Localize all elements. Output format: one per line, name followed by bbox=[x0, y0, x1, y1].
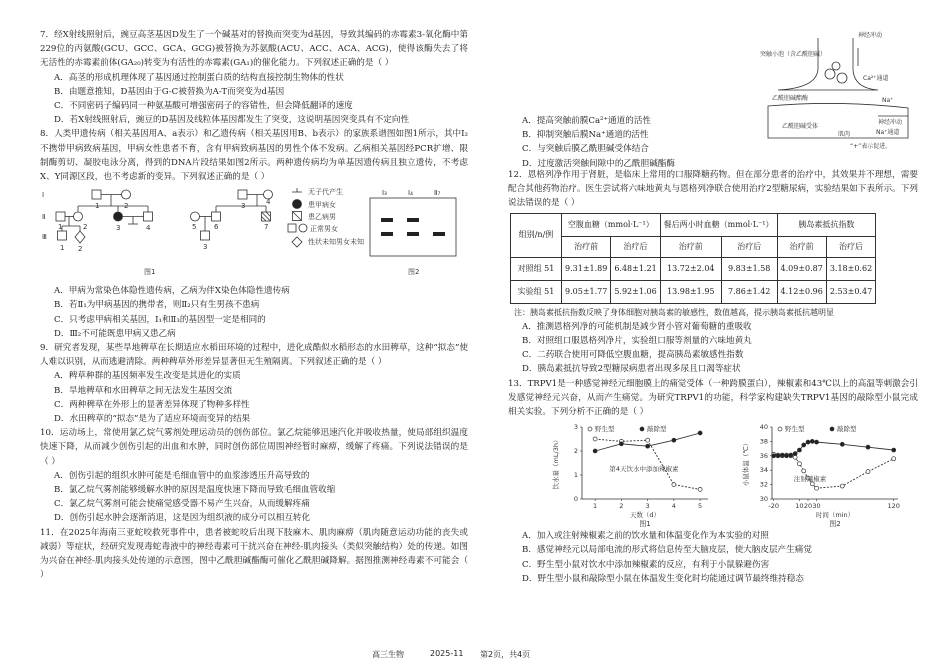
num-I3: 3 bbox=[241, 202, 246, 211]
q9-option-d: D．水田稗草的“拟态”是为了适应环境而变异的结果 bbox=[54, 414, 251, 425]
legend-label: 野生型 bbox=[785, 425, 805, 434]
x-tick-label: 20 bbox=[803, 502, 813, 511]
label-receptor: 乙酰胆碱受体 bbox=[782, 123, 819, 130]
x-tick-label: 3 bbox=[645, 502, 650, 511]
y-tick-label: 2 bbox=[573, 447, 578, 456]
data-point-野生型 bbox=[892, 457, 896, 461]
table-sub-header: 治疗前 bbox=[562, 236, 611, 257]
q10-option-b: B．氯乙烷气雾剂能够缓解水肿的原因是温度快速下降而导致毛细血管收缩 bbox=[54, 485, 336, 496]
chart2-annotation: 注射辣椒素 bbox=[793, 475, 827, 484]
y-tick-label: 38 bbox=[759, 437, 768, 446]
table-cell: 13.98±1.95 bbox=[660, 280, 721, 303]
label-vesicle: 突触小泡（含乙酰胆碱） bbox=[760, 51, 827, 58]
chart-fig1 bbox=[548, 419, 718, 529]
q8-option-d: D．Ⅲ₂不可能既患甲病又患乙病 bbox=[54, 328, 176, 339]
y-tick-label: 3 bbox=[573, 423, 578, 432]
y-tick-label: 0 bbox=[573, 495, 578, 504]
legend-marker bbox=[588, 427, 592, 431]
data-point-敲除型 bbox=[780, 453, 784, 457]
q7-stem: 7．经X射线照射后，豌豆高茎基因D发生了一个碱基对的替换而突变为d基因，导致其编码的赤霉素3-氧化酶中第229位的丙氨酸(GCU、GCC、GCA、GCG)被替换为苏氨酸(ACU、ACC、ACA、ACG)，使得该酶失去了将无活性的赤霉素前体(GA₂₀)转变为有活性的赤霉素(GA₁)的催化能力。下列叙述正确的是（ ） bbox=[40, 30, 468, 69]
q11-synapse-diagram bbox=[758, 28, 918, 178]
table-cell: 实验组 51 bbox=[511, 280, 562, 303]
table-col-header: 餐后两小时血糖（mmol·L⁻¹） bbox=[660, 213, 777, 236]
q13-option-b: B．感觉神经元以局部电流的形式将信息传至大脑皮层，使大脑皮层产生痛觉 bbox=[522, 545, 812, 556]
q9-option-b: B．旱地稗草和水田稗草之间无法发生基因交流 bbox=[54, 385, 233, 396]
data-point-敲除型 bbox=[789, 453, 793, 457]
ped-II6 bbox=[212, 212, 221, 221]
table-sub-header: 治疗后 bbox=[611, 236, 660, 257]
num-III2: 2 bbox=[78, 245, 83, 254]
q9-option-a: A．稗草种群的基因频率发生改变是其进化的实质 bbox=[54, 371, 241, 382]
q11-block bbox=[508, 28, 918, 178]
fig2-caption: 图2 bbox=[408, 268, 420, 277]
data-point-敲除型 bbox=[698, 431, 702, 435]
legend-label: 敲除型 bbox=[647, 425, 667, 434]
data-point-野生型 bbox=[802, 469, 806, 473]
legend-yi-male: 患乙病男 bbox=[308, 213, 336, 222]
ped-III2 bbox=[75, 231, 85, 243]
y-tick-label: 36 bbox=[759, 452, 768, 461]
vesicle bbox=[825, 69, 835, 79]
gel-lane-I3: Ⅰ₃ bbox=[382, 189, 387, 198]
label-muscle: 肌肉 bbox=[838, 131, 851, 138]
table-cell: 6.48±1.21 bbox=[611, 257, 660, 280]
x-tick-label: 5 bbox=[698, 502, 703, 511]
label-ca-channel: Ca²⁺通道 bbox=[863, 75, 889, 82]
data-point-野生型 bbox=[815, 486, 819, 490]
gel-band bbox=[381, 232, 393, 236]
gel-lane-I4: Ⅰ₄ bbox=[408, 189, 413, 198]
table-sub-header: 治疗前 bbox=[777, 236, 826, 257]
q7-option-d: D．若X射线照射后，豌豆的D基因及线粒体基因都发生了突变，这说明基因突变具有不定向性 bbox=[54, 115, 410, 126]
num-II1: 1 bbox=[58, 223, 63, 232]
table-col-header: 空腹血糖（mmol·L⁻¹） bbox=[562, 213, 661, 236]
gel-band bbox=[433, 232, 445, 236]
data-point-敲除型 bbox=[840, 443, 844, 447]
q9-stem: 9．研究者发现，某些旱地稗草在长期适应水稻田环境的过程中，进化成酷似水稻形态的水田稗草，这种“拟态”使人难以识别，从而逃避清除。两种稗草外形差异显著但无生殖隔离。下列叙述正确的是（ ） bbox=[40, 343, 468, 368]
q11-option-b: B．抑制突触后膜Na⁺通道的活性 bbox=[522, 130, 649, 141]
y-tick-label: 40 bbox=[759, 423, 768, 432]
gel-band bbox=[381, 218, 393, 222]
y-tick-label: 32 bbox=[759, 480, 768, 489]
legend-marker bbox=[830, 427, 834, 431]
table-cell: 9.31±1.89 bbox=[562, 257, 611, 280]
table-cell: 4.09±0.87 bbox=[777, 257, 826, 280]
label-nerve-impulse-right: 神经冲动 bbox=[878, 119, 903, 126]
data-point-敲除型 bbox=[793, 452, 797, 456]
table-group-header: 组别/n/例 bbox=[511, 213, 562, 257]
q10-option-a: A．创伤引起的组织水肿可能是毛细血管中的血浆渗透压升高导致的 bbox=[54, 470, 310, 481]
gen-label-II: Ⅱ bbox=[42, 213, 46, 222]
table-cell: 4.12±0.96 bbox=[777, 280, 826, 303]
legend-marker bbox=[640, 427, 644, 431]
table-cell: 对照组 51 bbox=[511, 257, 562, 280]
q12-note: 注：胰岛素抵抗指数反映了身体细胞对胰岛素的敏感性，数值越高，提示胰岛素抵抗越明显 bbox=[514, 307, 834, 317]
presynaptic-terminal bbox=[778, 38, 878, 90]
data-point-野生型 bbox=[840, 484, 844, 488]
num-II3: 3 bbox=[116, 224, 121, 233]
table-cell: 5.92±1.06 bbox=[611, 280, 660, 303]
data-point-野生型 bbox=[698, 488, 702, 492]
chart-title: 图1 bbox=[639, 520, 651, 529]
legend-unknown: 性状未知男女未知 bbox=[308, 238, 364, 247]
num-II2: 2 bbox=[83, 223, 88, 232]
q12-option-d: D．胰岛素抵抗导致2型糖尿病患者出现多尿且口渴等症状 bbox=[522, 364, 741, 375]
footer-page: 第2页，共4页 bbox=[480, 650, 531, 659]
left-column bbox=[40, 28, 468, 583]
y-axis-label: 小鼠体温（℃） bbox=[742, 440, 750, 487]
legend-label: 野生型 bbox=[595, 425, 615, 434]
ped-I1 bbox=[92, 190, 101, 199]
q8-figures bbox=[40, 184, 468, 284]
data-point-敲除型 bbox=[810, 440, 814, 444]
x-axis-label: 天数（d） bbox=[629, 511, 661, 520]
chart-fig2 bbox=[738, 419, 908, 529]
ped-II4 bbox=[144, 212, 153, 221]
q10-stem: 10．运动场上，常使用氯乙烷气雾剂处理运动员的创伤部位。氯乙烷能够迅速汽化并吸收热量，使局部组织温度快速下降，从而减少创伤引起的出血和水肿，同时创伤部位周围神经暂时麻痹，缓解了疼痛。下列说法错误的是（ ） bbox=[40, 428, 468, 467]
q12-table bbox=[510, 213, 876, 304]
legend-normal: 正常男女 bbox=[310, 225, 338, 234]
chart1-annotation: 第4天饮水中添加辣椒素 bbox=[609, 465, 679, 474]
x-tick-label: 1 bbox=[593, 502, 598, 511]
table-sub-header: 治疗前 bbox=[660, 236, 721, 257]
table-cell: 9.83±1.58 bbox=[721, 257, 777, 280]
footer-subject: 高三生物 bbox=[372, 650, 404, 659]
legend-jia-female: 患甲病女 bbox=[308, 201, 336, 210]
ped-III1 bbox=[58, 231, 67, 240]
q9-option-c: C．两种稗草在外形上的显著差异体现了物种多样性 bbox=[54, 399, 250, 410]
data-point-敲除型 bbox=[785, 454, 789, 458]
q13-option-a: A．加入或注射辣椒素之前的饮水量和体温变化作为本实验的对照 bbox=[522, 531, 769, 542]
table-col-header: 胰岛素抵抗指数 bbox=[777, 213, 876, 236]
q7-option-c: C．不同密码子编码同一种氨基酸可增强密码子的容错性，但会降低翻译的速度 bbox=[54, 101, 353, 112]
num-II5: 5 bbox=[192, 223, 197, 232]
series-line-野生型 bbox=[774, 455, 894, 489]
q11-stem: 11．在2025年海南三亚蛇咬救死事件中，患者被蛇咬后出现下肢麻木、肌肉麻痹（肌肉随意运动功能的丧失或减弱）等症状，经研究发现毒蛇毒液中的神经毒素可干扰兴奋在神经-肌肉接头（类似突触结构）处的传递。如图为兴奋在神经-肌肉接头处传递的示意图，图中乙酰胆碱酯酶可催化乙酰胆碱降解。据图推测神经毒素不可能会（ ） bbox=[40, 527, 468, 581]
q8-option-c: C．只考虑甲病相关基因，Ⅰ₁和Ⅱ₃的基因型一定是相同的 bbox=[54, 314, 266, 325]
fig1-caption: 图1 bbox=[144, 268, 156, 277]
data-point-野生型 bbox=[646, 438, 650, 442]
q8-stem: 8．人类甲遗传病（相关基因用A、a表示）和乙遗传病（相关基因用B、b表示）的家族系谱图如图1所示，其中Ⅰ₂不携带甲病致病基因，甲病女性患者不育，含有甲病致病基因的男性个体不发病。乙病相关基因经PCR扩增、限制酶剪切、凝胶电泳分离，得到的DNA片段结果如图2所示。两种遗传病均为单基因遗传病且独立遗传，不考虑X、Y同源区段，也不考虑新的变异。下列叙述正确的是（ ） bbox=[40, 129, 468, 183]
ped-II1 bbox=[56, 212, 65, 221]
q12-stem: 12．恩格列净作用于肾脏，是临床上常用的口服降糖药物。但在部分患者的治疗中，其效果并不理想，需要配合其他药物治疗。医生尝试将六味地黄丸与恩格列净联合使用治疗2型糖尿病，实验结果如下表所示。下列说法错误的是（ ） bbox=[508, 170, 918, 209]
label-ache: 乙酰胆碱酯酶 bbox=[772, 95, 809, 102]
q12-option-c: C．二药联合使用可降低空腹血糖，提高胰岛素敏感性指数 bbox=[522, 350, 744, 361]
label-na-channel: Na⁺通道 bbox=[876, 129, 900, 136]
data-point-敲除型 bbox=[815, 440, 819, 444]
ped-II5 bbox=[191, 212, 200, 221]
x-tick-label: 30 bbox=[812, 502, 821, 511]
data-point-敲除型 bbox=[802, 443, 806, 447]
q7-option-a: A．高茎的形成机理体现了基因通过控制蛋白质的结构直接控制生物体的性状 bbox=[54, 72, 344, 83]
x-tick-label: 4 bbox=[671, 502, 676, 511]
x-tick-label: 2 bbox=[619, 502, 624, 511]
x-axis-label: 时间（min） bbox=[815, 511, 855, 520]
legend-marker bbox=[778, 427, 782, 431]
y-tick-label: 34 bbox=[759, 466, 768, 475]
data-point-敲除型 bbox=[593, 449, 597, 453]
q8-option-a: A．甲病为常染色体隐性遗传病，乙病为伴X染色体隐性遗传病 bbox=[54, 286, 290, 297]
q13-option-d: D．野生型小鼠和敲除型小鼠在体温发生变化时均能通过调节最终维持稳态 bbox=[522, 573, 804, 584]
table-sub-header: 治疗后 bbox=[826, 236, 875, 257]
num-III1: 1 bbox=[60, 244, 65, 253]
ped-III3 bbox=[201, 231, 210, 240]
num-II4: 4 bbox=[146, 224, 151, 233]
table-cell: 7.86±1.42 bbox=[721, 280, 777, 303]
label-nerve-impulse-top: 神经冲动 bbox=[858, 32, 883, 39]
num-II7: 7 bbox=[264, 223, 269, 232]
y-axis-label: 饮水量（mL/3h） bbox=[552, 436, 560, 490]
x-tick-label: 10 bbox=[795, 502, 804, 511]
table-cell: 9.05±1.77 bbox=[562, 280, 611, 303]
x-tick-label: 120 bbox=[887, 502, 900, 511]
table-cell: 3.18±0.62 bbox=[826, 257, 875, 280]
legend-label: 敲除型 bbox=[837, 425, 857, 434]
q13-option-c: C．野生型小鼠对饮水中添加辣椒素的反应，有利于小鼠躲避伤害 bbox=[522, 559, 770, 570]
num-II6: 6 bbox=[214, 223, 219, 232]
num-I1: 1 bbox=[95, 202, 100, 211]
data-point-野生型 bbox=[866, 470, 870, 474]
q12-option-b: B．对照组口服恩格列净片，实验组口服等剂量的六味地黄丸 bbox=[522, 336, 752, 347]
data-point-野生型 bbox=[593, 437, 597, 441]
data-point-敲除型 bbox=[776, 454, 780, 458]
data-point-敲除型 bbox=[672, 438, 676, 442]
ped-II2 bbox=[74, 212, 83, 221]
data-point-敲除型 bbox=[892, 448, 896, 452]
num-I2: 2 bbox=[124, 202, 129, 211]
table-row bbox=[511, 257, 876, 280]
data-point-敲除型 bbox=[646, 444, 650, 448]
q11-options bbox=[508, 28, 758, 178]
right-column bbox=[508, 28, 918, 586]
label-promote: “+”表示促进。 bbox=[850, 143, 892, 150]
label-na: Na⁺ bbox=[882, 97, 894, 104]
vesicle bbox=[832, 62, 840, 70]
q11-option-c: C．与突触后膜乙酰胆碱受体结合 bbox=[522, 144, 649, 155]
q11-option-a: A．提高突触前膜Ca²⁺通道的活性 bbox=[522, 116, 652, 126]
data-point-敲除型 bbox=[806, 440, 810, 444]
gel-box bbox=[370, 198, 456, 256]
table-cell: 13.72±2.04 bbox=[660, 257, 721, 280]
gen-label-III: Ⅲ bbox=[42, 233, 47, 242]
gel-band bbox=[407, 232, 419, 236]
table-sub-header: 治疗后 bbox=[721, 236, 777, 257]
data-point-敲除型 bbox=[866, 445, 870, 449]
data-point-野生型 bbox=[797, 462, 801, 466]
data-point-敲除型 bbox=[772, 454, 776, 458]
q7-option-b: B．由题意推知，D基因由于G-C被替换为A-T而突变为d基因 bbox=[54, 86, 285, 97]
num-I4: 4 bbox=[266, 198, 271, 207]
ped-I2 bbox=[122, 190, 131, 199]
chart-title: 图2 bbox=[829, 520, 841, 529]
footer-date: 2025-11 bbox=[430, 649, 464, 658]
gel-band bbox=[407, 218, 419, 222]
ped-I3 bbox=[238, 190, 247, 199]
ped-II3 bbox=[114, 212, 123, 221]
table-row bbox=[511, 280, 876, 303]
num-III3: 3 bbox=[203, 243, 208, 252]
y-tick-label: 1 bbox=[573, 471, 578, 480]
data-point-野生型 bbox=[672, 483, 676, 487]
data-point-敲除型 bbox=[619, 442, 623, 446]
gel-lane-II7: Ⅱ₇ bbox=[434, 189, 441, 198]
q11-option-d: D．过度激活突触间隙中的乙酰胆碱酯酶 bbox=[522, 158, 675, 169]
gen-label-I: Ⅰ bbox=[42, 191, 45, 200]
q12-option-a: A．推测恩格列净的可能机制是减少肾小管对葡萄糖的重吸收 bbox=[522, 321, 752, 332]
vesicle bbox=[837, 73, 847, 83]
q13-charts bbox=[508, 419, 918, 529]
table-cell: 2.53±0.47 bbox=[826, 280, 875, 303]
legend-no-offspring: 无子代产生 bbox=[308, 188, 343, 197]
x-tick-label: -20 bbox=[768, 502, 780, 511]
q10-option-d: D．创伤引起水肿会逐渐消退，这是因为组织液的成分可以相互转化 bbox=[54, 513, 311, 524]
q8-option-b: B．若Ⅱ₁为甲病基因的携带者，则Ⅱ₂只有生男孩不患病 bbox=[54, 300, 260, 311]
y-tick-label: 30 bbox=[759, 495, 768, 504]
q10-option-c: C．氯乙烷气雾剂可能会使痛觉感受器不易产生兴奋，从而缓解疼痛 bbox=[54, 499, 310, 510]
data-point-敲除型 bbox=[797, 448, 801, 452]
q13-stem: 13．TRPV1是一种感觉神经元细胞膜上的痛觉受体（一种跨膜蛋白），辣椒素和43℃以上的高温等刺激会引发感觉神经元兴奋，从而产生痛觉。为研究TRPV1的功能，科学家构建缺失TRPV1基因的敲除型小鼠完成相关实验。下列分析不正确的是（ ） bbox=[508, 378, 918, 418]
